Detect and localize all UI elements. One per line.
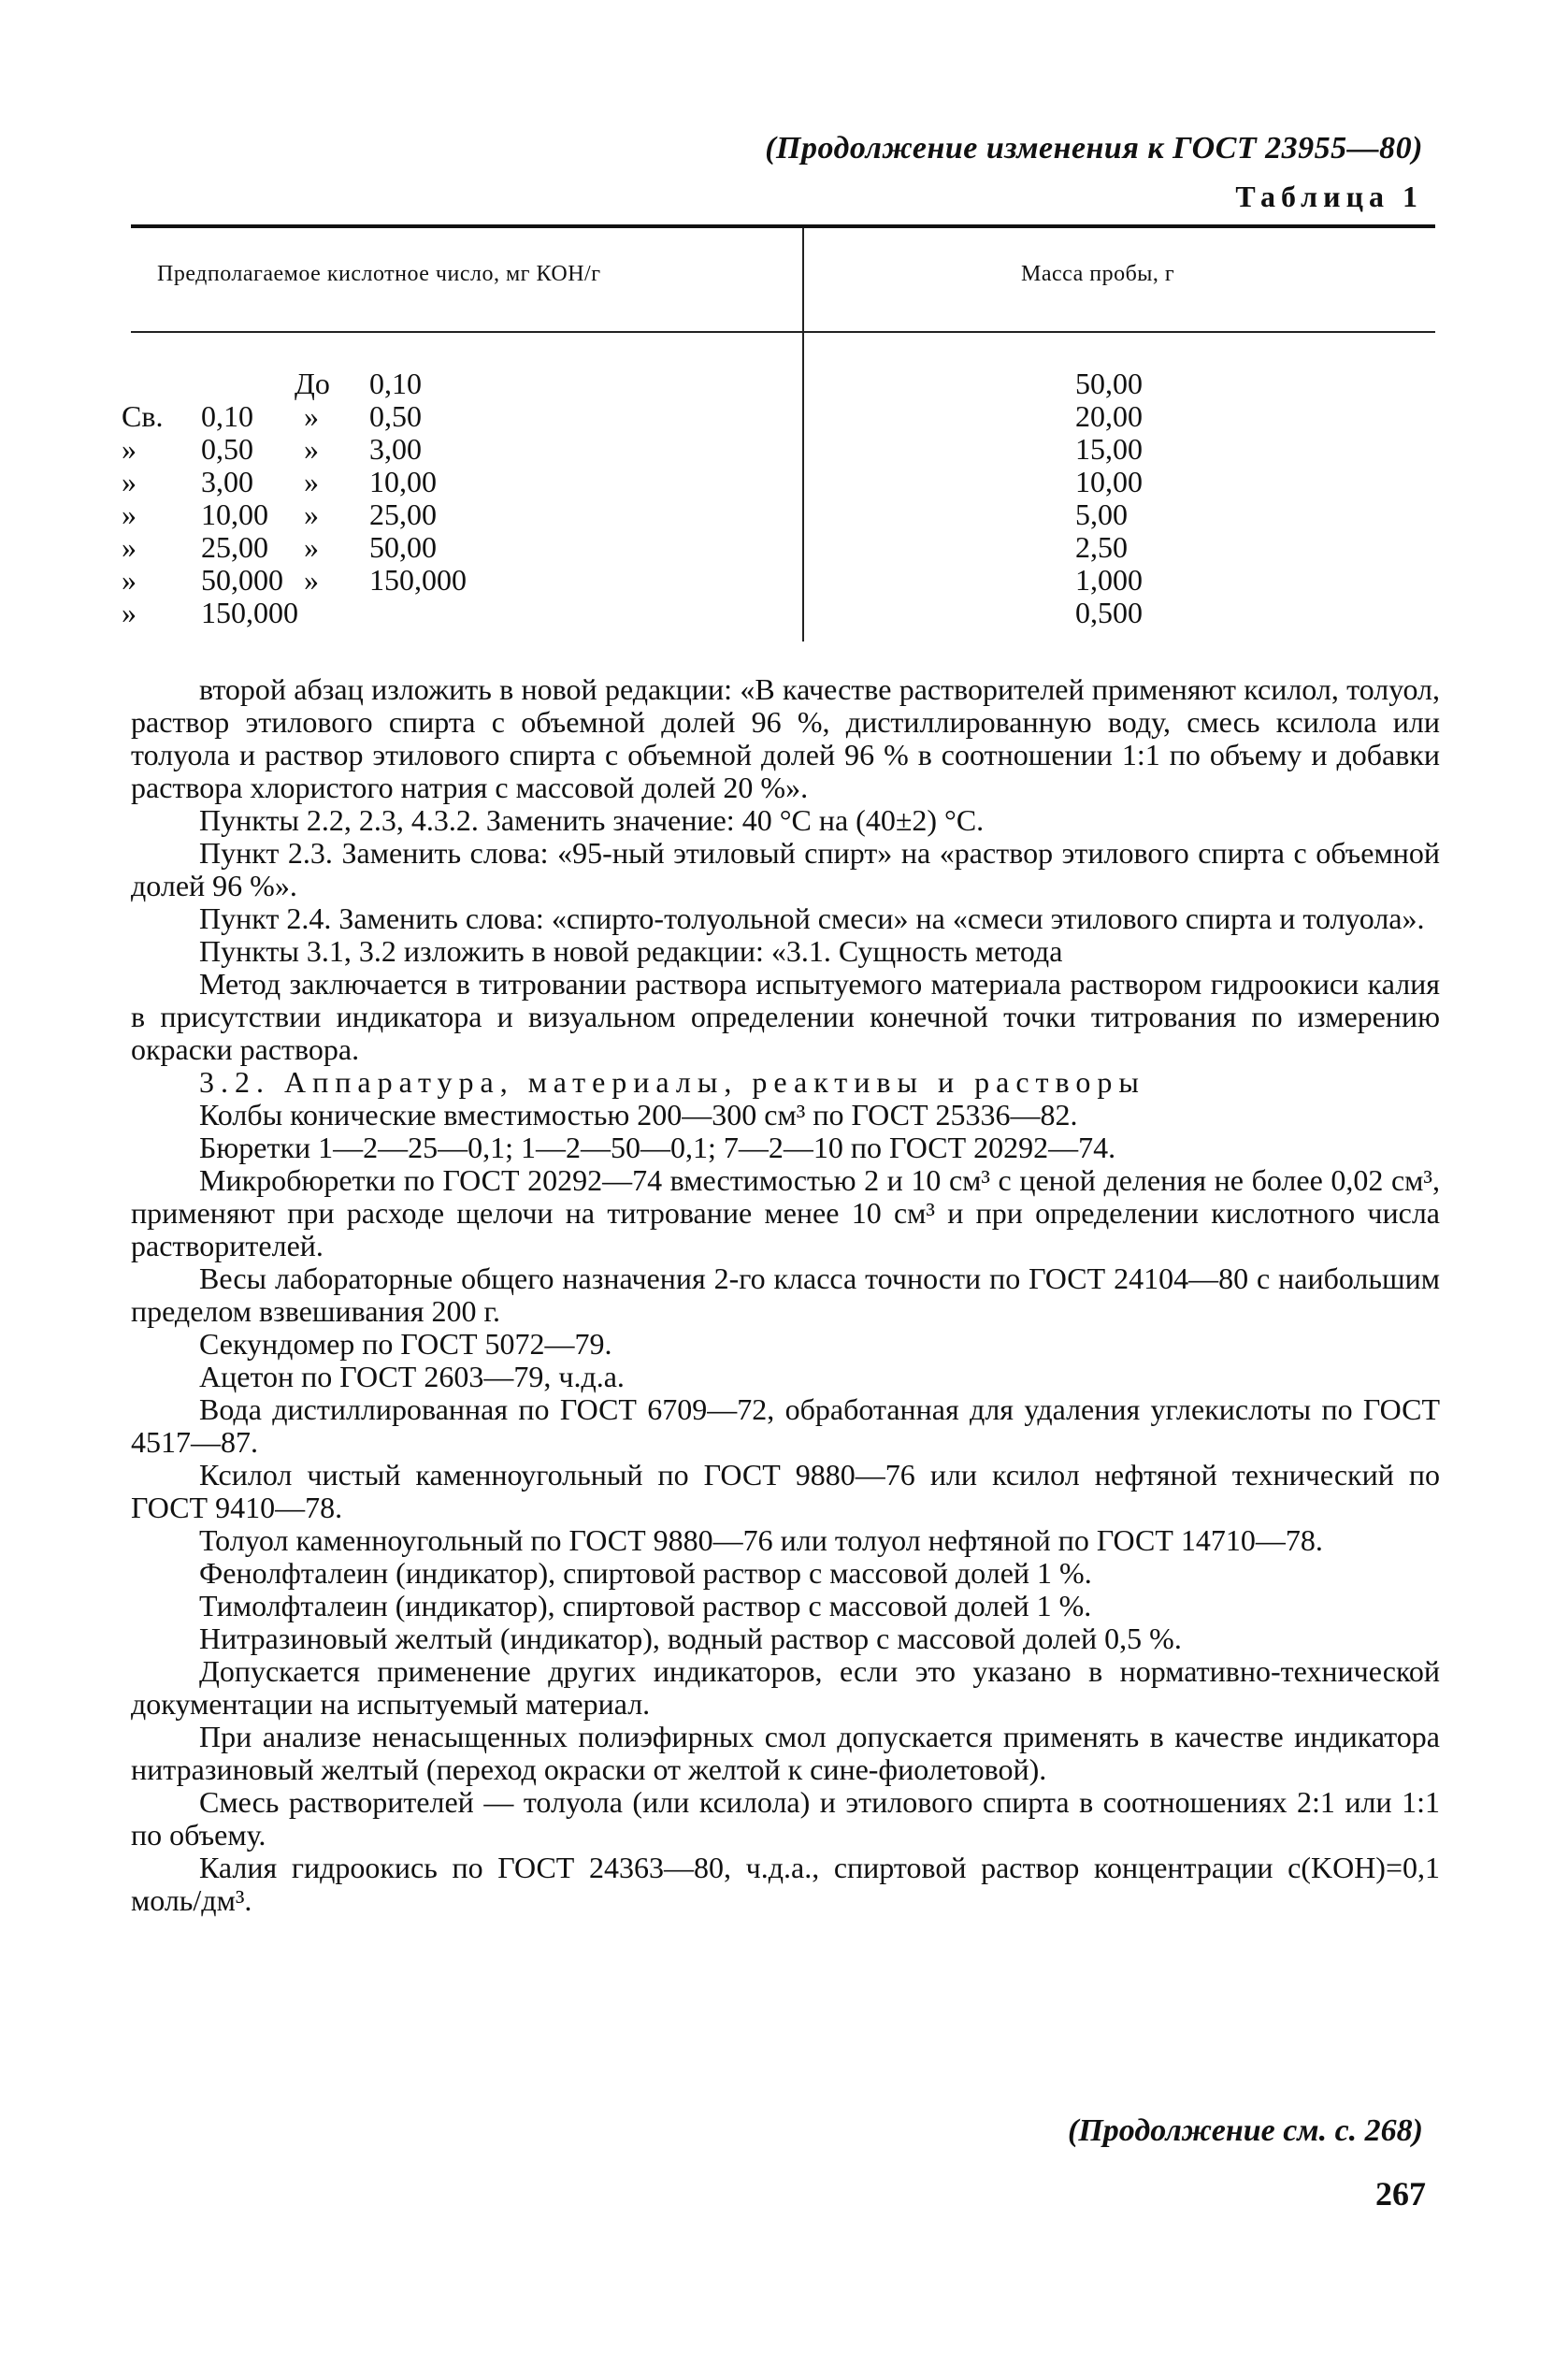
section-heading: 3.2. Аппаратура, материалы, реактивы и растворы (199, 1065, 1145, 1099)
table-row (122, 498, 645, 531)
range-prefix: » (122, 563, 137, 597)
range-from: 10,00 (201, 497, 268, 531)
table-row (122, 597, 645, 629)
mass-cell: 15,00 (1075, 432, 1143, 466)
paragraph: второй абзац изложить в новой редакции: «В качестве растворителей применяют ксилол, толуол, раствор этилового спирта с объемной долей 96 %, дистиллированную воду, смесь ксилола или толуола и раствор этилового спирта с объемной долей 96 % в соотношении 1:1 по объему и добавки раствора хлористого натрия с массовой долей 20 %». (131, 672, 1440, 804)
range-to: 25,00 (369, 497, 437, 531)
range-from: 3,00 (201, 465, 253, 498)
paragraph: Секундомер по ГОСТ 5072—79. (199, 1327, 612, 1361)
column-header-sample-mass: Масса пробы, г (1021, 262, 1175, 286)
range-to: 0,10 (369, 367, 422, 400)
range-prefix: » (122, 596, 137, 629)
table-body-divider (802, 333, 804, 641)
range-sep: » (304, 399, 319, 433)
paragraph: Толуол каменноугольный по ГОСТ 9880—76 или толуол нефтяной по ГОСТ 14710—78. (199, 1523, 1323, 1557)
paragraph: Ксилол чистый каменноугольный по ГОСТ 9880—76 или ксилол нефтяной технический по ГОСТ 9410—78. (131, 1458, 1440, 1524)
range-sep: До (295, 367, 330, 400)
table-row (122, 531, 645, 564)
range-sep: » (304, 563, 319, 597)
table-row (122, 400, 645, 433)
paragraph: Пункт 2.3. Заменить слова: «95-ный этиловый спирт» на «раствор этилового спирта с объемной долей 96 %». (131, 836, 1440, 902)
continuation-header: (Продолжение изменения к ГОСТ 23955—80) (765, 131, 1423, 166)
continuation-footer: (Продолжение см. с. 268) (1068, 2113, 1423, 2148)
paragraph: Фенолфталеин (индикатор), спиртовой раствор с массовой долей 1 %. (199, 1556, 1092, 1590)
mass-cell: 0,500 (1075, 596, 1143, 629)
paragraph: Калия гидроокись по ГОСТ 24363—80, ч.д.а., спиртовой раствор концентрации c(KOH)=0,1 моль/дм³. (131, 1851, 1440, 1917)
table-row (122, 564, 645, 597)
paragraph: Тимолфталеин (индикатор), спиртовой раствор с массовой долей 1 %. (199, 1589, 1092, 1622)
range-prefix: » (122, 465, 137, 498)
range-sep: » (304, 530, 319, 564)
body-text (131, 673, 1440, 1917)
range-prefix: » (122, 432, 137, 466)
table-row (122, 433, 645, 466)
paragraph: Смесь растворителей — толуола (или ксилола) и этилового спирта в соотношениях 2:1 или 1:1 по объему. (131, 1785, 1440, 1852)
paragraph: Колбы конические вместимостью 200—300 см³ по ГОСТ 25336—82. (199, 1098, 1078, 1132)
range-from: 50,000 (201, 563, 283, 597)
mass-cell: 10,00 (1075, 465, 1143, 498)
paragraph: Пункт 2.4. Заменить слова: «спирто-толуольной смеси» на «смеси этилового спирта и толуола». (199, 901, 1425, 935)
paragraph: Допускается применение других индикаторов, если это указано в нормативно-технической документации на испытуемый материал. (131, 1654, 1440, 1721)
table-title: Таблица 1 (1235, 180, 1423, 213)
range-to: 0,50 (369, 399, 422, 433)
table-row (122, 368, 645, 400)
paragraph: Ацетон по ГОСТ 2603—79, ч.д.а. (199, 1360, 625, 1393)
range-from: 0,50 (201, 432, 253, 466)
paragraph: Нитразиновый желтый (индикатор), водный раствор с массовой долей 0,5 %. (199, 1622, 1182, 1655)
page-number: 267 (1375, 2175, 1426, 2213)
paragraph: Пункты 2.2, 2.3, 4.3.2. Заменить значение: 40 °С на (40±2) °С. (199, 803, 985, 837)
mass-cell: 2,50 (1075, 530, 1128, 564)
paragraph: Бюретки 1—2—25—0,1; 1—2—50—0,1; 7—2—10 по ГОСТ 20292—74. (199, 1131, 1116, 1164)
range-prefix: Св. (122, 399, 164, 433)
range-to: 3,00 (369, 432, 422, 466)
paragraph: Метод заключается в титровании раствора испытуемого материала раствором гидроокиси калия в присутствии индикатора и визуальном определении конечной точки титрования по измерению окраски раствора. (131, 967, 1440, 1066)
column-header-acid-number: Предполагаемое кислотное число, мг КОН/г (157, 262, 601, 286)
table-row (122, 466, 645, 498)
range-to: 150,000 (369, 563, 467, 597)
paragraph: При анализе ненасыщенных полиэфирных смол допускается применять в качестве индикатора нитразиновый желтый (переход окраски от желтой к сине-фиолетовой). (131, 1720, 1440, 1786)
range-sep: » (304, 465, 319, 498)
range-from: 150,000 (201, 596, 298, 629)
table-header-divider (802, 228, 804, 331)
paragraph: Пункты 3.1, 3.2 изложить в новой редакции: «3.1. Сущность метода (199, 934, 1063, 968)
paragraph: Вода дистиллированная по ГОСТ 6709—72, обработанная для удаления углекислоты по ГОСТ 4517—87. (131, 1392, 1440, 1459)
table-header-rule (131, 331, 1435, 333)
range-from: 25,00 (201, 530, 268, 564)
mass-cell: 1,000 (1075, 563, 1143, 597)
range-sep: » (304, 432, 319, 466)
range-prefix: » (122, 497, 137, 531)
table-top-rule (131, 224, 1435, 228)
paragraph: Микробюретки по ГОСТ 20292—74 вместимостью 2 и 10 см³ с ценой деления не более 0,02 см³, применяют при расходе щелочи на титрование менее 10 см³ и при определении кислотного числа растворителей. (131, 1163, 1440, 1262)
range-to: 50,00 (369, 530, 437, 564)
range-from: 0,10 (201, 399, 253, 433)
mass-cell: 50,00 (1075, 367, 1143, 400)
paragraph: Весы лабораторные общего назначения 2-го класса точности по ГОСТ 24104—80 с наибольшим пределом взвешивания 200 г. (131, 1261, 1440, 1328)
range-sep: » (304, 497, 319, 531)
range-to: 10,00 (369, 465, 437, 498)
range-prefix: » (122, 530, 137, 564)
mass-cell: 5,00 (1075, 497, 1128, 531)
mass-cell: 20,00 (1075, 399, 1143, 433)
